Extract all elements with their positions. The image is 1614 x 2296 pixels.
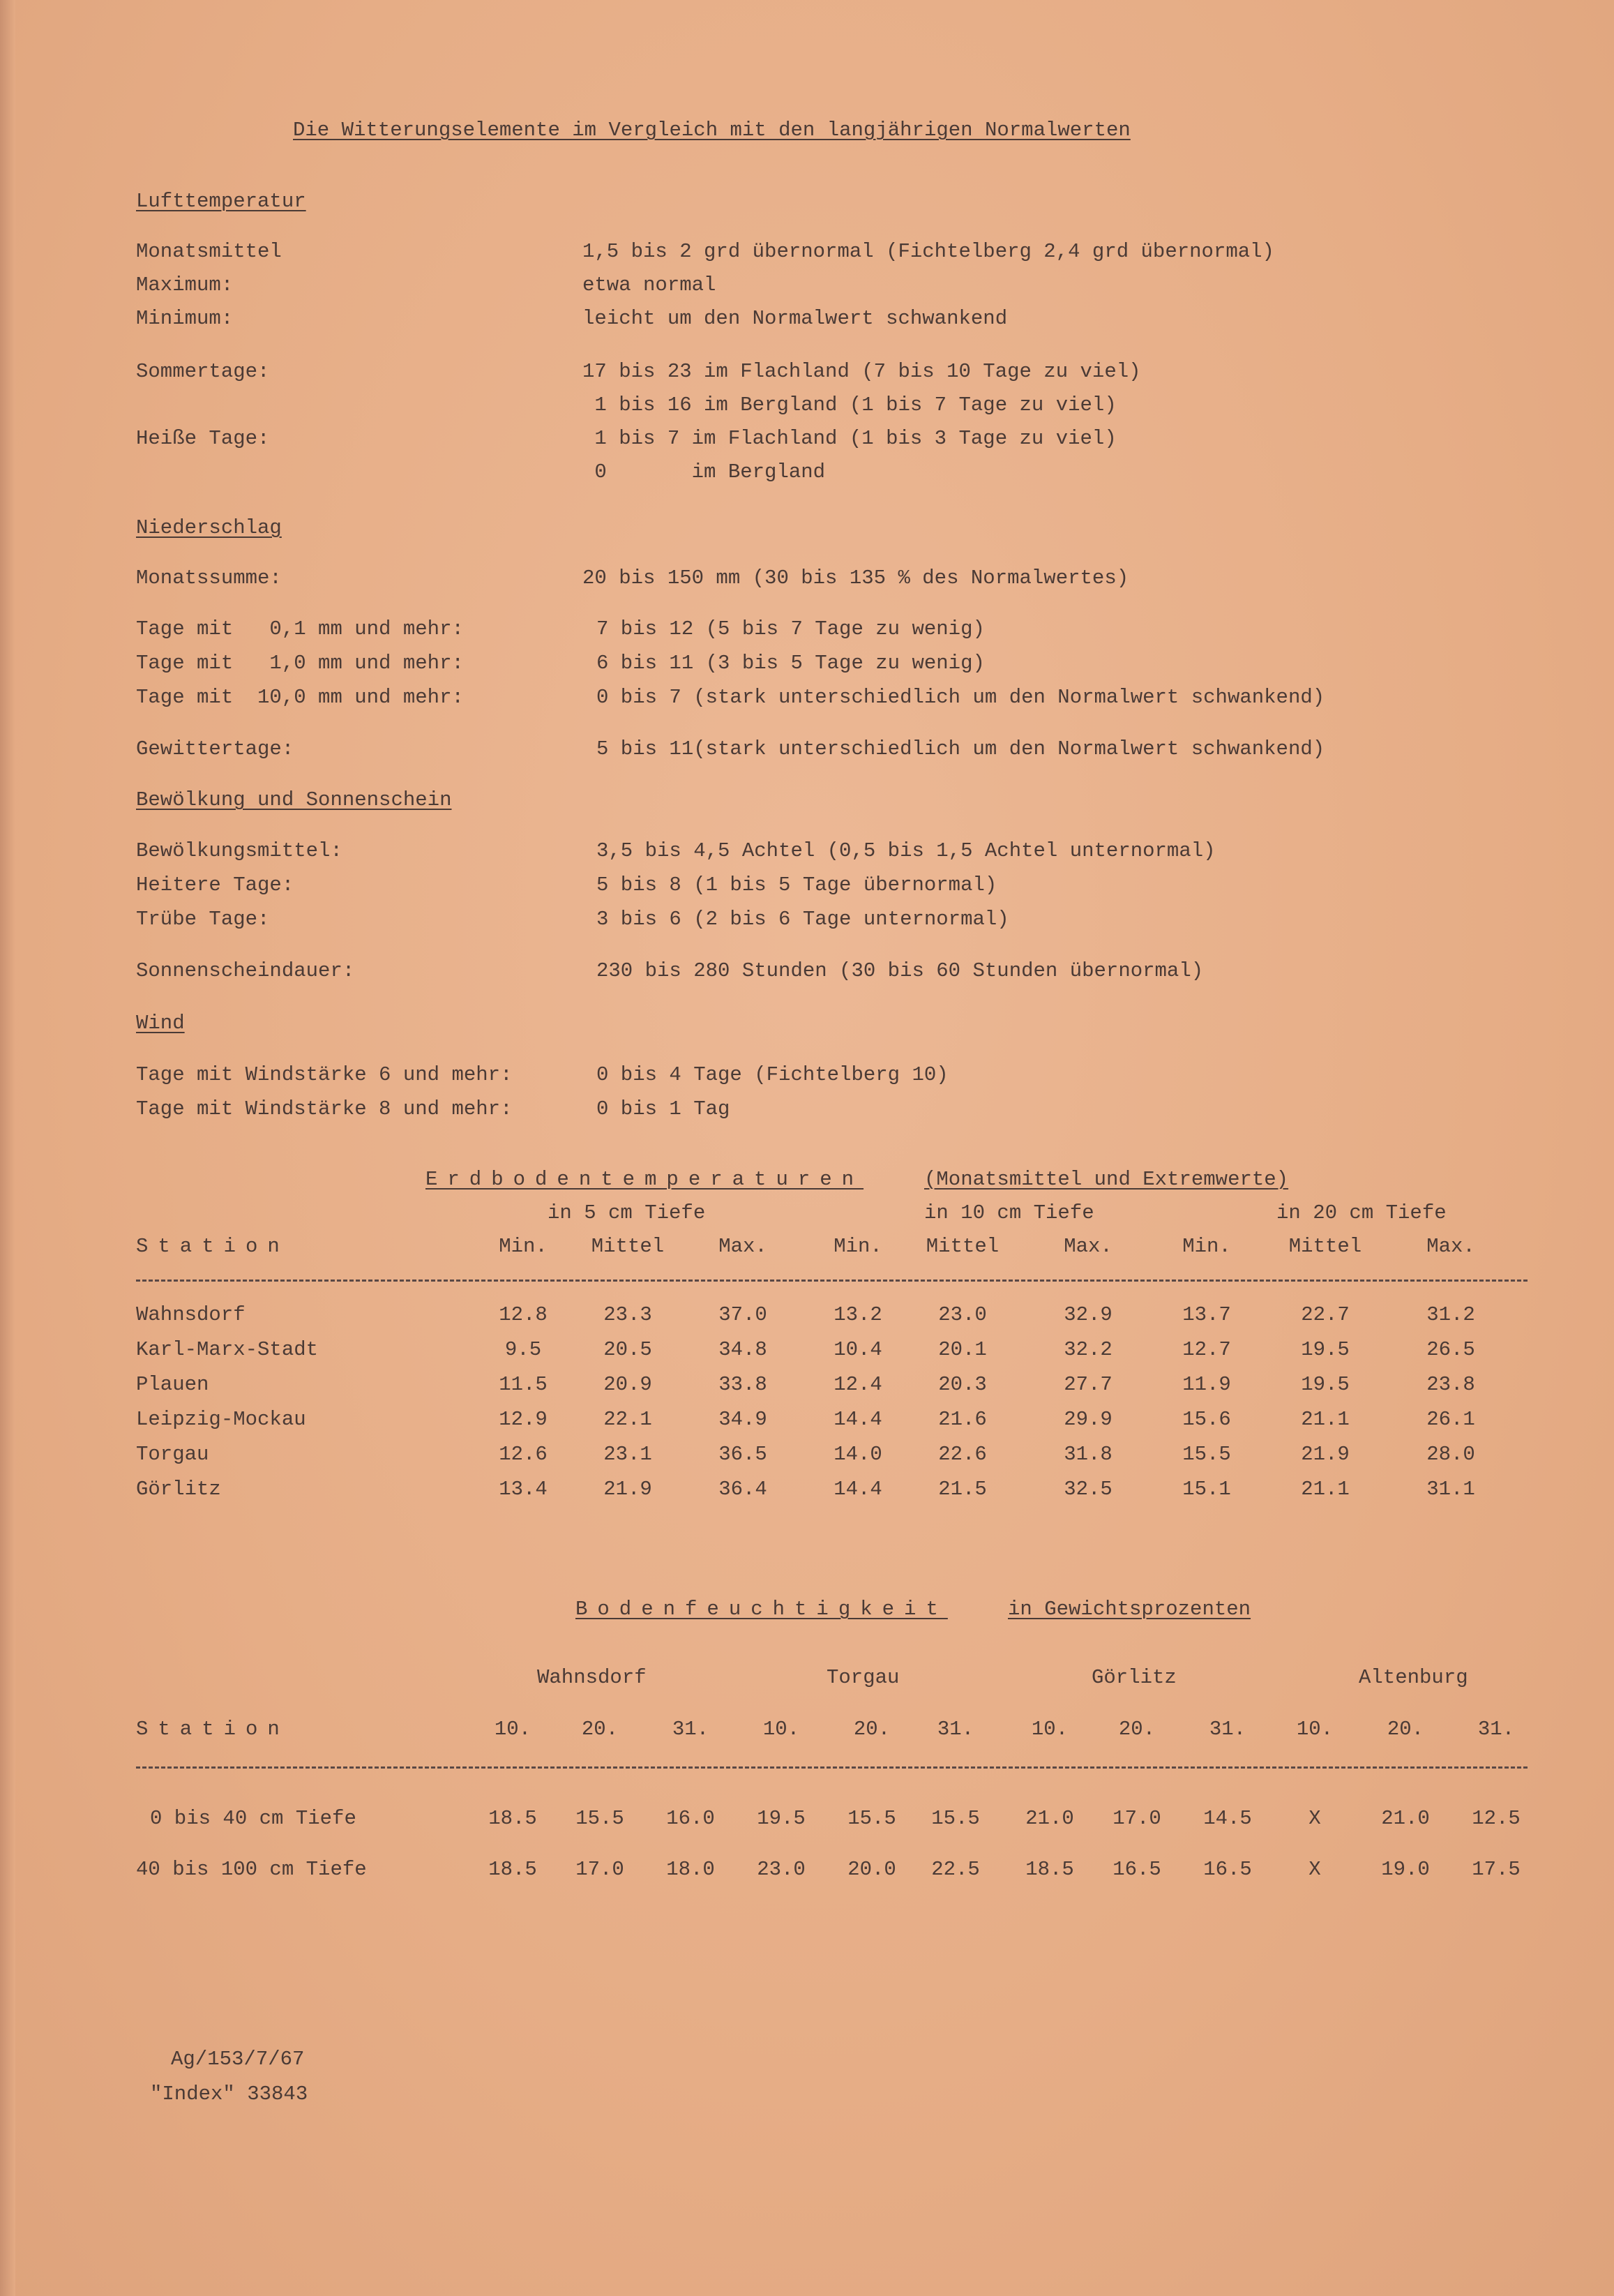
row-label: Sonnenscheindauer:	[136, 959, 355, 982]
table-cell: 17.5	[1472, 1858, 1521, 1881]
boden-day-header: 31.	[672, 1718, 709, 1741]
boden-day-header: 31.	[1209, 1718, 1246, 1741]
row-value: 20 bis 150 mm (30 bis 135 % des Normalwertes)	[582, 567, 1129, 590]
boden-day-header: 20.	[581, 1718, 619, 1741]
table-cell: 28.0	[1426, 1443, 1475, 1466]
page-fold-shadow	[0, 0, 15, 2296]
table-cell: 9.5	[504, 1338, 542, 1361]
table-cell: 13.4	[499, 1478, 548, 1501]
table-cell: 20.1	[938, 1338, 987, 1361]
table-cell: 32.9	[1064, 1303, 1113, 1326]
row-value: 0 im Bergland	[582, 460, 826, 483]
table-cell: 11.5	[499, 1373, 548, 1396]
row-label: Tage mit Windstärke 6 und mehr:	[136, 1063, 513, 1086]
erd-column-header: Max.	[1426, 1235, 1475, 1258]
erd-column-header: Min.	[499, 1235, 548, 1258]
table-cell: 23.0	[938, 1303, 987, 1326]
row-value: 0 bis 4 Tage (Fichtelberg 10)	[596, 1063, 949, 1086]
row-label: Monatssumme:	[136, 567, 282, 590]
table-cell: 12.5	[1472, 1807, 1521, 1830]
boden-station-header: Torgau	[827, 1666, 900, 1689]
table-cell: 21.9	[603, 1478, 652, 1501]
station-name: Karl-Marx-Stadt	[136, 1338, 319, 1361]
boden-station-header: Görlitz	[1092, 1666, 1177, 1689]
row-label: Tage mit 1,0 mm und mehr:	[136, 652, 464, 675]
table-cell: 22.6	[938, 1443, 987, 1466]
row-value: 3,5 bis 4,5 Achtel (0,5 bis 1,5 Achtel unternormal)	[596, 839, 1216, 862]
table-cell: 12.4	[834, 1373, 882, 1396]
table-cell: 15.1	[1182, 1478, 1231, 1501]
row-label: Heiße Tage:	[136, 427, 270, 450]
footer-index: "Index" 33843	[150, 2083, 308, 2106]
row-value: 5 bis 11(stark unterschiedlich um den Normalwert schwankend)	[596, 737, 1325, 760]
table-cell: 18.5	[488, 1807, 537, 1830]
station-name: Plauen	[136, 1373, 209, 1396]
erd-column-header: Mittel	[1288, 1235, 1362, 1258]
erd-column-header: Mittel	[591, 1235, 665, 1258]
table-cell: 23.0	[757, 1858, 806, 1881]
table-cell: 14.5	[1203, 1807, 1252, 1830]
table-cell: 18.5	[1025, 1858, 1074, 1881]
table-cell: 36.4	[718, 1478, 767, 1501]
boden-day-header: 10.	[762, 1718, 800, 1741]
row-value: 1,5 bis 2 grd übernormal (Fichtelberg 2,4 grd übernormal)	[582, 240, 1274, 263]
station-column-header: Station	[136, 1718, 289, 1741]
row-label: Trübe Tage:	[136, 908, 270, 931]
table-cell: 16.5	[1203, 1858, 1252, 1881]
table-cell: 22.1	[603, 1408, 652, 1431]
table-cell: 21.1	[1301, 1478, 1350, 1501]
table-cell: 27.7	[1064, 1373, 1113, 1396]
erd-column-header: Max.	[718, 1235, 767, 1258]
section-heading-niederschlag: Niederschlag	[136, 516, 282, 539]
table-cell: 32.5	[1064, 1478, 1113, 1501]
table-cell: 14.0	[834, 1443, 882, 1466]
table-cell: 14.4	[834, 1408, 882, 1431]
table-cell: 14.4	[834, 1478, 882, 1501]
station-column-header: Station	[136, 1235, 289, 1258]
table-cell: 15.5	[847, 1807, 896, 1830]
table-cell: 32.2	[1064, 1338, 1113, 1361]
row-label: Gewittertage:	[136, 737, 294, 760]
table-cell: X	[1308, 1858, 1321, 1881]
row-value: 1 bis 7 im Flachland (1 bis 3 Tage zu viel)	[582, 427, 1117, 450]
row-value: etwa normal	[582, 273, 716, 297]
boden-title-rest: in Gewichtsprozenten	[1008, 1598, 1251, 1621]
row-label: Tage mit 0,1 mm und mehr:	[136, 617, 464, 640]
table-cell: 19.5	[1301, 1338, 1350, 1361]
table-cell: 12.6	[499, 1443, 548, 1466]
table-cell: 26.5	[1426, 1338, 1475, 1361]
table-divider	[136, 1766, 1528, 1769]
boden-day-header: 31.	[937, 1718, 974, 1741]
table-cell: 21.0	[1025, 1807, 1074, 1830]
document-title: Die Witterungselemente im Vergleich mit den langjährigen Normalwerten	[293, 119, 1131, 142]
table-cell: 21.0	[1381, 1807, 1430, 1830]
footer-reference: Ag/153/7/67	[171, 2048, 305, 2071]
table-cell: 16.5	[1113, 1858, 1161, 1881]
row-label: Tage mit Windstärke 8 und mehr:	[136, 1097, 513, 1120]
row-label: Tage mit 10,0 mm und mehr:	[136, 686, 464, 709]
table-cell: 29.9	[1064, 1408, 1113, 1431]
section-heading-bewoelkung: Bewölkung und Sonnenschein	[136, 788, 452, 811]
boden-title: Bodenfeuchtigkeit	[575, 1598, 948, 1621]
table-cell: 34.8	[718, 1338, 767, 1361]
row-value: 1 bis 16 im Bergland (1 bis 7 Tage zu viel)	[582, 393, 1117, 417]
row-label: Bewölkungsmittel:	[136, 839, 342, 862]
table-cell: 17.0	[1113, 1807, 1161, 1830]
station-name: Leipzig-Mockau	[136, 1408, 306, 1431]
table-cell: 20.0	[847, 1858, 896, 1881]
boden-station-header: Wahnsdorf	[537, 1666, 647, 1689]
table-cell: X	[1308, 1807, 1321, 1830]
table-cell: 17.0	[575, 1858, 624, 1881]
table-cell: 18.0	[666, 1858, 715, 1881]
row-value: 6 bis 11 (3 bis 5 Tage zu wenig)	[596, 652, 985, 675]
row-value: leicht um den Normalwert schwankend	[582, 307, 1008, 330]
table-cell: 18.5	[488, 1858, 537, 1881]
table-cell: 11.9	[1182, 1373, 1231, 1396]
section-heading-wind: Wind	[136, 1012, 185, 1035]
table-cell: 20.5	[603, 1338, 652, 1361]
boden-day-header: 31.	[1477, 1718, 1515, 1741]
erd-column-header: Min.	[1182, 1235, 1231, 1258]
table-cell: 36.5	[718, 1443, 767, 1466]
row-value: 0 bis 1 Tag	[596, 1097, 730, 1120]
row-value: 17 bis 23 im Flachland (7 bis 10 Tage zu viel)	[582, 360, 1141, 383]
table-cell: 15.5	[931, 1807, 980, 1830]
table-cell: 19.5	[757, 1807, 806, 1830]
table-cell: 37.0	[718, 1303, 767, 1326]
depth-label: 0 bis 40 cm Tiefe	[150, 1807, 356, 1830]
depth-header: in 20 cm Tiefe	[1276, 1201, 1447, 1224]
table-cell: 13.7	[1182, 1303, 1231, 1326]
row-label: Monatsmittel	[136, 240, 282, 263]
table-divider	[136, 1280, 1528, 1282]
table-cell: 15.6	[1182, 1408, 1231, 1431]
boden-day-header: 20.	[1118, 1718, 1156, 1741]
table-cell: 12.8	[499, 1303, 548, 1326]
table-cell: 23.8	[1426, 1373, 1475, 1396]
boden-station-header: Altenburg	[1359, 1666, 1468, 1689]
station-name: Wahnsdorf	[136, 1303, 246, 1326]
table-cell: 21.1	[1301, 1408, 1350, 1431]
table-cell: 23.1	[603, 1443, 652, 1466]
table-cell: 22.5	[931, 1858, 980, 1881]
table-cell: 22.7	[1301, 1303, 1350, 1326]
station-name: Torgau	[136, 1443, 209, 1466]
boden-day-header: 10.	[1031, 1718, 1069, 1741]
table-cell: 26.1	[1426, 1408, 1475, 1431]
station-name: Görlitz	[136, 1478, 221, 1501]
row-value: 5 bis 8 (1 bis 5 Tage übernormal)	[596, 873, 997, 896]
section-heading-lufttemperatur: Lufttemperatur	[136, 190, 306, 213]
table-cell: 21.9	[1301, 1443, 1350, 1466]
depth-header: in 10 cm Tiefe	[924, 1201, 1094, 1224]
table-cell: 23.3	[603, 1303, 652, 1326]
table-cell: 33.8	[718, 1373, 767, 1396]
erd-column-header: Max.	[1064, 1235, 1113, 1258]
depth-label: 40 bis 100 cm Tiefe	[136, 1858, 367, 1881]
table-cell: 21.6	[938, 1408, 987, 1431]
row-value: 0 bis 7 (stark unterschiedlich um den Normalwert schwankend)	[596, 686, 1325, 709]
boden-day-header: 10.	[1296, 1718, 1334, 1741]
table-cell: 13.2	[834, 1303, 882, 1326]
table-cell: 12.7	[1182, 1338, 1231, 1361]
table-cell: 10.4	[834, 1338, 882, 1361]
erd-column-header: Mittel	[926, 1235, 1000, 1258]
row-label: Heitere Tage:	[136, 873, 294, 896]
table-cell: 20.9	[603, 1373, 652, 1396]
row-value: 230 bis 280 Stunden (30 bis 60 Stunden übernormal)	[596, 959, 1204, 982]
table-cell: 15.5	[1182, 1443, 1231, 1466]
table-cell: 19.5	[1301, 1373, 1350, 1396]
depth-header: in 5 cm Tiefe	[548, 1201, 706, 1224]
boden-day-header: 20.	[1387, 1718, 1424, 1741]
row-value: 7 bis 12 (5 bis 7 Tage zu wenig)	[596, 617, 985, 640]
table-cell: 34.9	[718, 1408, 767, 1431]
table-cell: 31.1	[1426, 1478, 1475, 1501]
row-label: Minimum:	[136, 307, 234, 330]
boden-day-header: 10.	[494, 1718, 531, 1741]
table-cell: 31.8	[1064, 1443, 1113, 1466]
table-cell: 12.9	[499, 1408, 548, 1431]
row-label: Sommertage:	[136, 360, 270, 383]
boden-day-header: 20.	[853, 1718, 891, 1741]
table-cell: 16.0	[666, 1807, 715, 1830]
table-cell: 20.3	[938, 1373, 987, 1396]
erd-column-header: Min.	[834, 1235, 882, 1258]
row-value: 3 bis 6 (2 bis 6 Tage unternormal)	[596, 908, 1009, 931]
table-cell: 21.5	[938, 1478, 987, 1501]
table-cell: 19.0	[1381, 1858, 1430, 1881]
row-label: Maximum:	[136, 273, 234, 297]
erd-title-rest: (Monatsmittel und Extremwerte)	[924, 1168, 1289, 1191]
table-cell: 31.2	[1426, 1303, 1475, 1326]
erd-title: Erdbodentemperaturen	[425, 1168, 864, 1191]
table-cell: 15.5	[575, 1807, 624, 1830]
